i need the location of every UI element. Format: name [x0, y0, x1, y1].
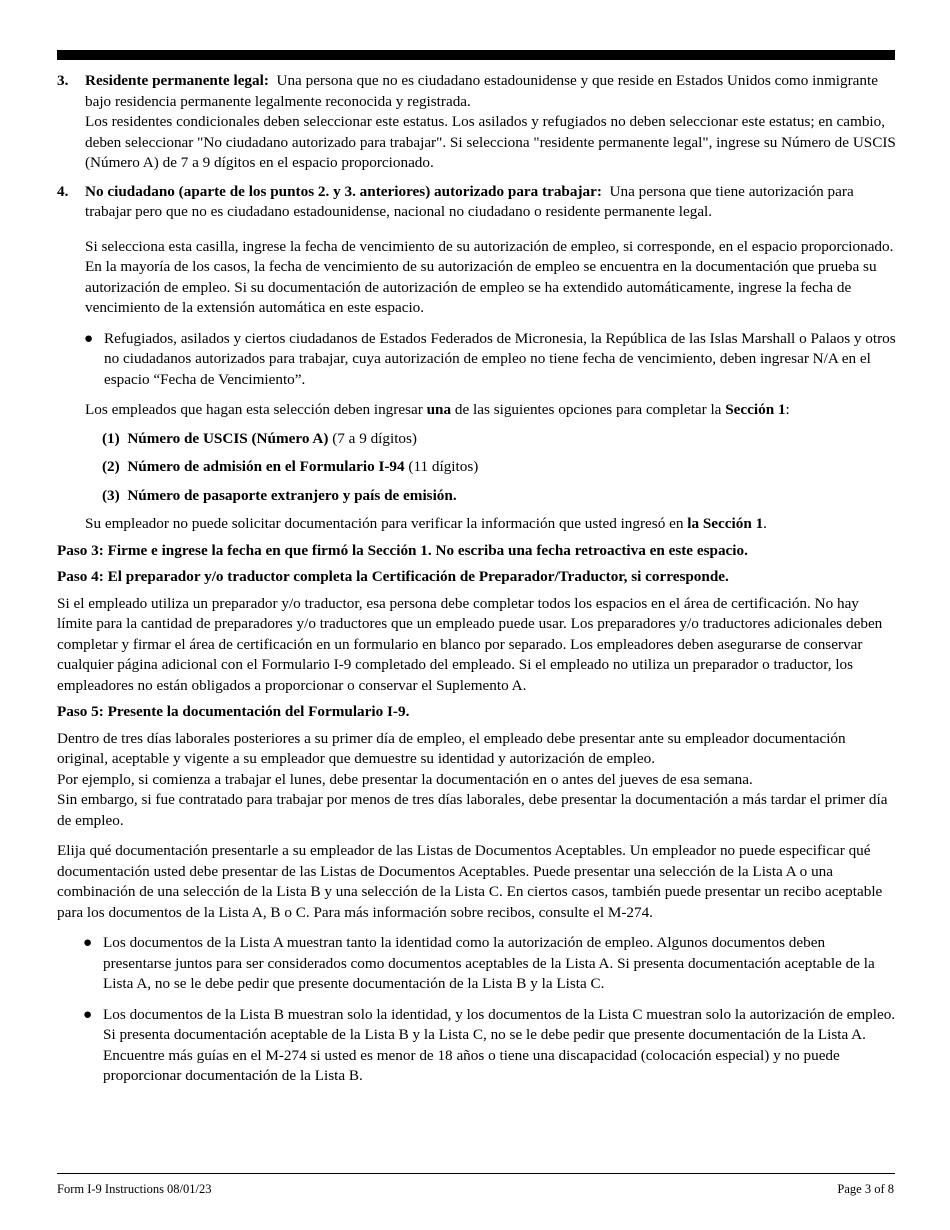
item-4-text1: Una persona que tiene autorización para trabajar pero que no es ciudadano estadounidense, nacional no ciudadano o residente permanente legal.: [85, 182, 854, 220]
item-3-heading: Residente permanente legal:: [85, 72, 269, 89]
header-rule: [57, 50, 895, 60]
paso-5-para2: Elija qué documentación presentarle a su empleador de las Listas de Documentos Aceptables. Un empleador no puede especificar qué documentación usted debe presentar de las Listas de Documentos Aceptables. Puede presentar una selección de la Lista A o una combinación de una selección de la Lista B y una selección de la Lista C. En ciertos casos, también puede presentar un recibo aceptable para los documentos de la Lista A, B o C. Para más información sobre recibos, consulte el M-274.: [57, 842, 883, 921]
option-2-num: (2): [102, 458, 120, 475]
option-3-bold: Número de pasaporte extranjero y país de emisión.: [127, 486, 457, 504]
option-3: [57, 486, 897, 507]
option-2-rest: (11 dígitos): [404, 458, 479, 475]
paso-5-heading: [57, 702, 897, 723]
option-2-bold: Número de admisión en el Formulario I-94: [127, 458, 405, 475]
paso-3-text: Paso 3: Firme e ingrese la fecha en que firmó la Sección 1. No escriba una fecha retroactiva en este espacio.: [57, 541, 748, 559]
paso-4-text: Si el empleado utiliza un preparador y/o traductor, esa persona debe completar todos los espacios en el área de certificación. No hay límite para la cantidad de preparadores y/o traductores que un empleado puede usar. Los preparadores y/o traductores adicionales deben completar y firmar el área de certificación en un formulario en blanco por separado. Los empleadores deben asegurarse de conservar cualquier página adicional con el Formulario I-9 completado del empleado. Si el empleado no utiliza un preparador o traductor, los empleadores no están obligados a proporcionar o conservar el Suplemento A.: [57, 594, 883, 694]
item-4-heading: No ciudadano (aparte de los puntos 2. y 3. anteriores) autorizado para trabajar:: [85, 182, 602, 200]
item-4-bullet: [57, 329, 897, 391]
bullet-icon: ●: [83, 934, 93, 951]
footer-page-number: Page 3 of 8: [837, 1182, 894, 1196]
employer-note: [57, 514, 897, 535]
paso-5-bullet-1: [57, 933, 897, 995]
item-4-number: 4.: [57, 182, 69, 200]
paso-3-heading: [57, 541, 897, 562]
choice-bold: una: [426, 401, 452, 418]
choice-mid: de las siguientes opciones para completar la: [454, 401, 722, 418]
item-3-text2: Los residentes condicionales deben seleccionar este estatus. Los asilados y refugiados no deben seleccionar este estatus; en cambio, deben seleccionar "No ciudadano autorizado para trabajar". Si selecciona "residente permanente legal", ingrese su Número de USCIS (Número A) de 7 a 9 dígitos en el espacio proporcionado.: [85, 113, 896, 171]
option-3-num: (3): [102, 486, 120, 504]
paso-4-heading: [57, 567, 897, 588]
item-3-paragraph: [85, 71, 897, 112]
option-1-num: (1): [102, 429, 120, 447]
employer-bold: la Sección 1: [687, 515, 764, 532]
paso-5-bullet-2-text: Los documentos de la Lista B muestran solo la identidad, y los documentos de la Lista C muestran solo la autorización de empleo. Si presenta documentación aceptable de la Lista B y la Lista C, no se le debe pedir que presente documentación de la Lista A. Encuentre más guías en el M-274 si usted es menor de 18 años o tiene una discapacidad (colocación especial) y no puede proporcionar documentación de la Lista B.: [103, 1005, 896, 1084]
choice-pre: Los empleados que hagan esta selección deben ingresar: [85, 401, 423, 418]
paso-5-bullet-1-text: Los documentos de la Lista A muestran tanto la identidad como la autorización de empleo. Algunos documentos deben presentarse juntos para ser considerados como documentos aceptables de la Lista A. Si presenta documentación aceptable de la Lista A, no se le debe pedir que presente documentación de la Lista B y la Lista C.: [103, 934, 875, 992]
item-4-paragraph: [85, 182, 897, 223]
employer-end: .: [763, 515, 767, 532]
bullet-icon: ●: [84, 329, 94, 347]
bullet-icon: ●: [83, 1005, 93, 1023]
item-4: [57, 182, 897, 223]
paso-5-para1-c: Sin embargo, si fue contratado para trabajar por menos de tres días laborales, debe presentar la documentación a más tardar el primer día de empleo.: [57, 791, 888, 829]
paso-5-heading-text: Paso 5: Presente la documentación del Formulario I-9.: [57, 703, 410, 720]
item-4-choice: [57, 400, 897, 421]
choice-end: :: [785, 401, 790, 418]
footer-rule: [57, 1173, 895, 1174]
paso-5-para1: [57, 729, 897, 832]
paso-5-para1-b: Por ejemplo, si comienza a trabajar el lunes, debe presentar la documentación en o antes del jueves de esa semana.: [57, 770, 753, 788]
item-3-number: 3.: [57, 72, 69, 89]
option-1-rest: (7 a 9 dígitos): [328, 429, 417, 447]
choice-bold2: Sección 1: [725, 401, 786, 418]
item-3-text1: Una persona que no es ciudadano estadounidense y que reside en Estados Unidos como inmigrante bajo residencia permanente legalmente reconocida y registrada.: [85, 72, 878, 110]
paso-5-bullet-2: [57, 1005, 897, 1087]
footer-form-id: Form I-9 Instructions 08/01/23: [57, 1182, 212, 1196]
option-2: [57, 457, 897, 478]
document-body: [57, 71, 897, 1087]
paso-5-para1-a: Dentro de tres días laborales posteriores a su primer día de empleo, el empleado debe presentar ante su empleador documentación original, aceptable y vigente a su empleador que demuestre su identidad y autorización de empleo.: [57, 729, 846, 767]
item-4-bullet-text: Refugiados, asilados y ciertos ciudadanos de Estados Federados de Micronesia, la República de las Islas Marshall o Palaos y otros no ciudadanos autorizados para trabajar, cuya autorización de empleo no tiene fecha de vencimiento, deben ingresar N/A en el espacio “Fecha de Vencimiento”.: [104, 329, 896, 388]
option-1: [57, 429, 897, 450]
option-1-bold: Número de USCIS (Número A): [127, 429, 329, 447]
paso-4-heading-text: Paso 4: El preparador y/o traductor completa la Certificación de Preparador/Traductor, si corresponde.: [57, 568, 729, 585]
item-4-text2: Si selecciona esta casilla, ingrese la fecha de vencimiento de su autorización de empleo, si corresponde, en el espacio proporcionado. En la mayoría de los casos, la fecha de vencimiento de su autorización de empleo se encuentra en la documentación que prueba su autorización de empleo. Si su documentación de autorización de empleo se ha extendido automáticamente, ingrese la fecha de vencimiento de la extensión automática en este espacio.: [85, 237, 894, 316]
employer-pre: Su empleador no puede solicitar documentación para verificar la información que usted ingresó en: [85, 515, 684, 532]
item-3: [57, 71, 897, 174]
